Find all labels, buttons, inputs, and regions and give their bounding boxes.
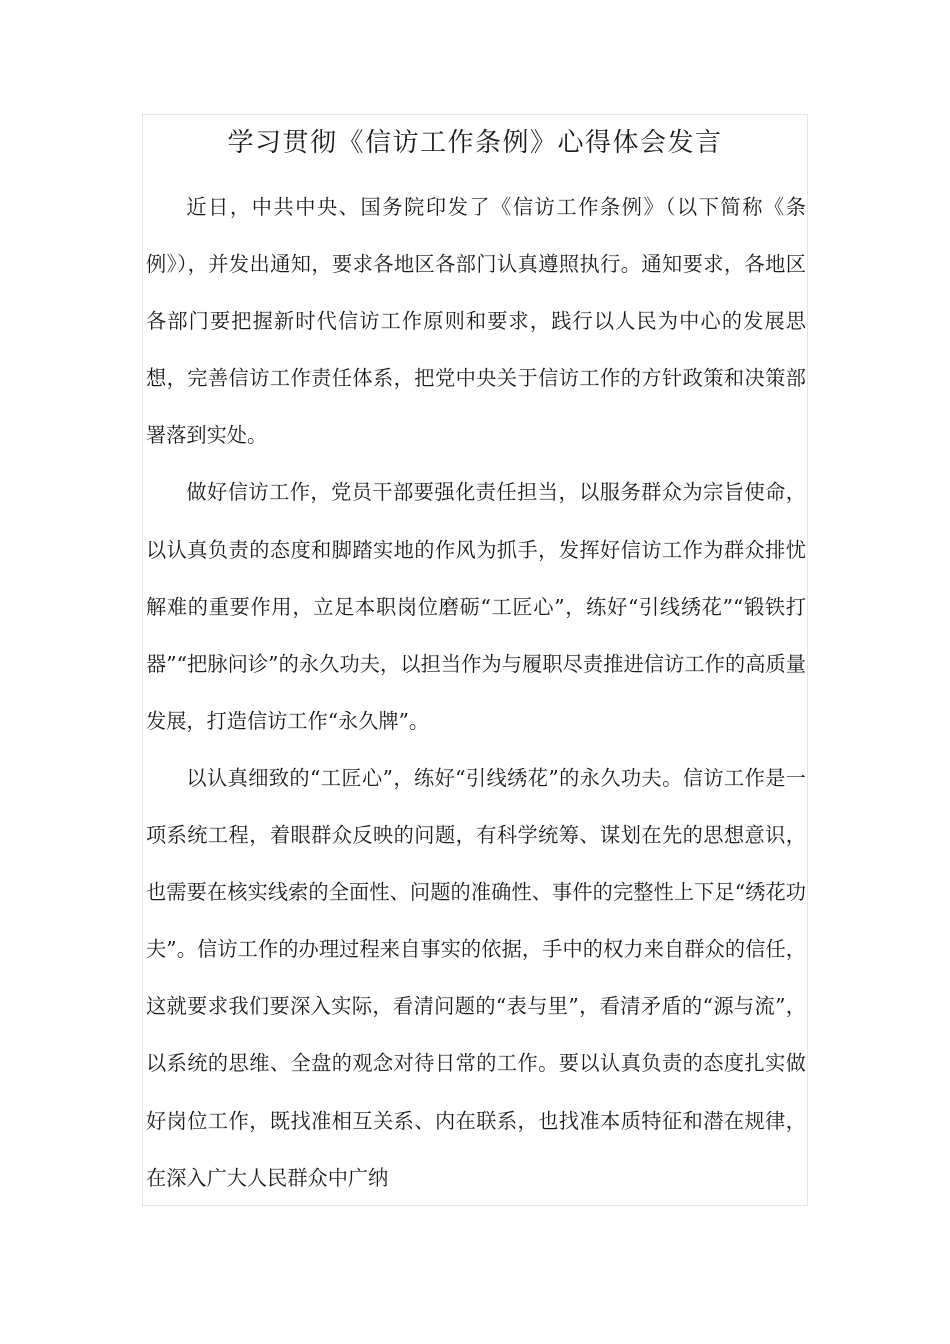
paragraph-2: 做好信访工作，党员干部要强化责任担当，以服务群众为宗旨使命，以认真负责的态度和脚踏实地的作风为抓手，发挥好信访工作为群众排忧解难的重要作用，立足本职岗位磨砺“工匠心”，练好“引线绣花”“锻铁打器”“把脉问诊”的永久功夫，以担当作为与履职尽责推进信访工作的高质量发展，打造信访工作“永久牌”。 (146, 480, 806, 733)
paragraph-1: 近日，中共中央、国务院印发了《信访工作条例》（以下简称《条例》），并发出通知，要求各地区各部门认真遵照执行。通知要求，各地区各部门要把握新时代信访工作原则和要求，践行以人民为中心的发展思想，完善信访工作责任体系，把党中央关于信访工作的方针政策和决策部署落到实处。 (146, 195, 806, 448)
document-body (146, 179, 806, 1207)
document-title: 学习贯彻《信访工作条例》心得体会发言 (227, 128, 723, 158)
paragraph-3: 以认真细致的“工匠心”，练好“引线绣花”的永久功夫。信访工作是一项系统工程，着眼群众反映的问题，有科学统筹、谋划在先的思想意识，也需要在核实线索的全面性、问题的准确性、事件的完整性上下足“绣花功夫”。信访工作的办理过程来自事实的依据，手中的权力来自群众的信任，这就要求我们要深入实际，看清问题的“表与里”，看清矛盾的“源与流”，以系统的思维、全盘的观念对待日常的工作。要以认真负责的态度扎实做好岗位工作，既找准相互关系、内在联系，也找准本质特征和潜在规律，在深入广大人民群众中广纳 (146, 765, 806, 1190)
